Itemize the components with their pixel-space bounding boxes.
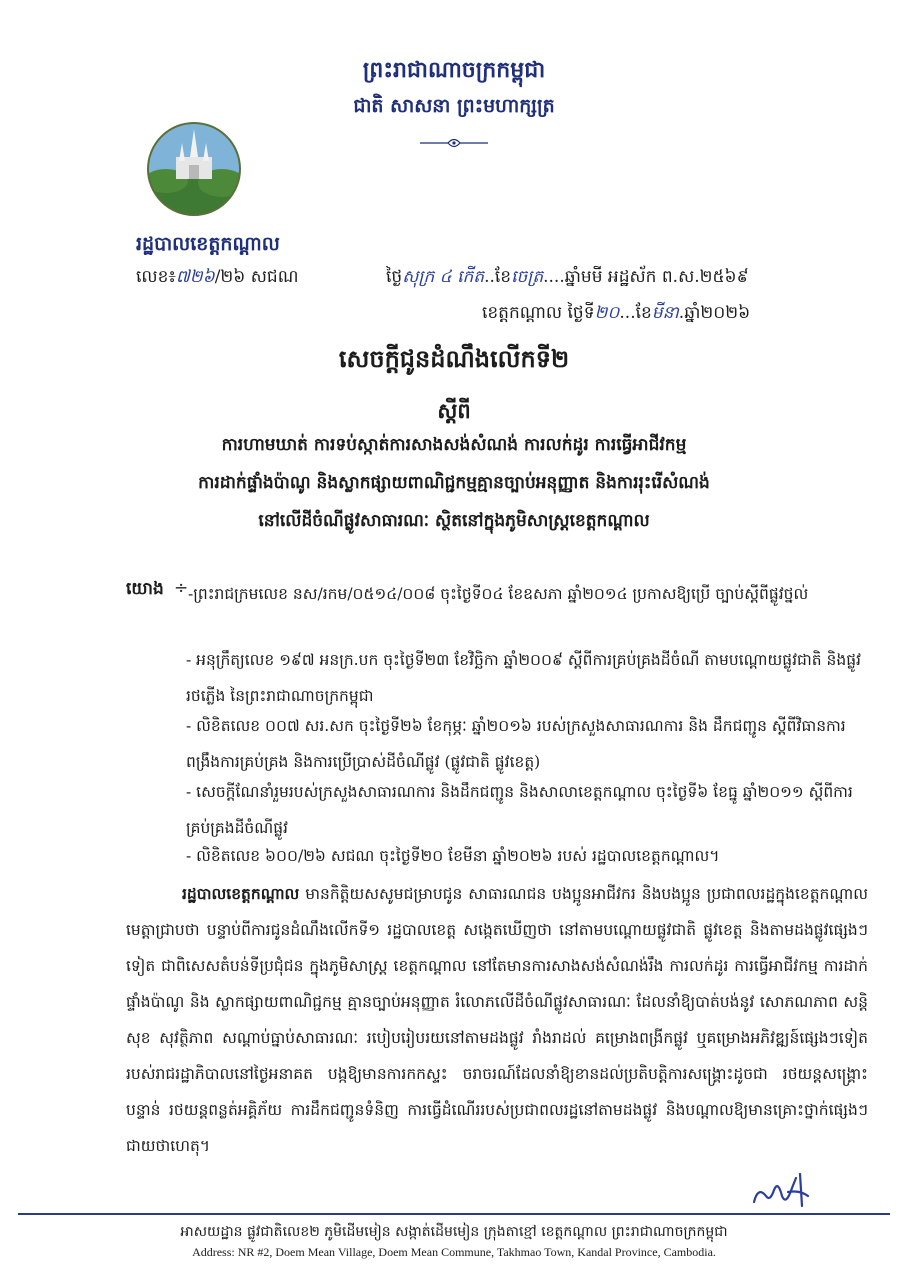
subject-line-1: ការហាមឃាត់ ការទប់ស្កាត់ការសាងសង់សំណង់ ការលក់ដូរ ការធ្វើអាជីវកម្ម [221,435,687,455]
about-label: ស្ដីពី [437,398,471,423]
solar-date: ខេត្តកណ្ដាល ថ្ងៃទី២០...ខែមីនា.ឆ្នាំ២០២៦ [482,303,751,323]
footer-address-khmer: អាសយដ្ឋាន ផ្លូវជាតិលេខ២ ភូមិដើមមៀន សង្កាត់ដើមមៀន ក្រុងតាខ្មៅ ខេត្តកណ្ដាល ព្រះរាជាណាចក្រកម្ពុជា [180,1224,728,1240]
lunar-date: ថ្ងៃសុក្រ ៤ កើត..ខែចេត្រ....ឆ្នាំមមី អដ្ឋស័ក ព.ស.២៥៦៩ [386,267,749,287]
basis-item-3: - លិខិតលេខ ០០៧ សរ.សក ចុះថ្ងៃទី២៦ ខែកុម្ភៈ ឆ្នាំ២០១៦ របស់ក្រសួងសាធារណការ និង ដឹកជញ្ជូន ស្ដីពីវិធានការពង្រឹងការគ្រប់គ្រង និងការប្រើប្រាស់ដីចំណីផ្លូវ (ផ្លូវជាតិ ផ្លូវខេត្ត) [186,717,846,771]
basis-item-1: -ព្រះរាជក្រមលេខ នស/រកម/០៥១៤/០០៨ ចុះថ្ងៃទី០៤ ខែឧសភា ឆ្នាំ២០១៤ ប្រកាសឱ្យប្រើ ច្បាប់ស្ដីពីផ្លូវថ្នល់ [188,585,809,603]
paragraph-lead: រដ្ឋបាលខេត្តកណ្ដាល [182,884,300,903]
reference-handwritten-number: ៧២៦ [175,267,215,287]
paragraph-text: មានកិត្តិយសសូមជម្រាបជូន សាធារណជន បងប្អូនអាជីវករ និងបងប្អូន ប្រជាពលរដ្ឋក្នុងខេត្តកណ្ដាល មេត្តាជ្រាបថា បន្ទាប់ពីការជូនដំណឹងលើកទី១ រដ្ឋបាលខេត្ត សង្កេតឃើញថា នៅតាមបណ្ដោយផ្លូវជាតិ ផ្លូវខេត្ត និងតាមដងផ្លូវផ្សេងៗទៀត ជាពិសេសតំបន់ទីប្រជុំជន ក្នុងភូមិសាស្ត្រ ខេត្តកណ្ដាល នៅតែមានការសាងសង់សំណង់រឹង ការលក់ដូរ ការធ្វើអាជីវកម្ម ការដាក់ផ្ទាំងប៉ាណូ និង ស្លាកផ្សាយពាណិជ្ជកម្ម គ្មានច្បាប់អនុញ្ញាត រំលោភលើដីចំណីផ្លូវសាធារណៈ ដែលនាំឱ្យបាត់បង់នូវ សោភណភាព សន្តិសុខ សុវត្ថិភាព សណ្ដាប់ធ្នាប់សាធារណៈ របៀបរៀបរយនៅតាមដងផ្លូវ រាំងរាដល់ គម្រោងពង្រីកផ្លូវ ឬគម្រោងអភិវឌ្ឍន៍ផ្សេងៗទៀតរបស់រាជរដ្ឋាភិបាលនៅថ្ងៃអនាគត បង្កឱ្យមានការកកស្ទះ ចរាចរណ៍ដែលនាំឱ្យខានដល់ប្រតិបត្តិការសង្គ្រោះដូចជា រថយន្តសង្គ្រោះបន្ទាន់ រថយន្តពន្លត់អគ្គិភ័យ ការដឹកជញ្ជូនទំនិញ ការធ្វើដំណើររបស់ប្រជាពលរដ្ឋនៅតាមដងផ្លូវ និងបណ្ដាលឱ្យមានគ្រោះថ្នាក់ផ្សេងៗ ជាយថាហេតុ។ [126,885,868,1155]
handwritten-initials-icon [748,1166,820,1214]
lunar-day-handwritten: សុក្រ ៤ កើត [402,267,485,287]
month-handwritten: មីនា [651,303,679,323]
reference-number [136,266,298,291]
month-prefix: ខែ [635,303,652,323]
basis-item-5: - លិខិតលេខ ៦០០/២៦ សជណ ចុះថ្ងៃទី២០ ខែមីនា ឆ្នាំ២០២៦ របស់ រដ្ឋបាលខេត្តកណ្ដាល។ [186,847,720,865]
basis-label: យោង [126,579,164,599]
year-suffix: ឆ្នាំ២០២៦ [684,303,751,323]
document-type-title: សេចក្ដីជូនដំណឹងលើកទី២ [338,344,570,373]
reference-suffix: /២៦ សជណ [214,267,299,287]
body-paragraph [126,876,868,1164]
reference-prefix: លេខ៖ [136,267,176,287]
day-handwritten: ២០ [594,303,620,323]
place-date-prefix: ខេត្តកណ្ដាល ថ្ងៃទី [482,303,595,323]
footer-rule [18,1213,890,1215]
kingdom-heading: ព្រះរាជាណាចក្រកម្ពុជា [362,57,546,83]
basis-item-2: - អនុក្រឹត្យលេខ ១៩៧ អនក្រ.បក ចុះថ្ងៃទី២៣ ខែវិច្ឆិកា ឆ្នាំ២០០៩ ស្ដីពីការគ្រប់គ្រងដីចំណី តាមបណ្ដោយផ្លូវជាតិ និងផ្លូវរថភ្លើង នៃព្រះរាជាណាចក្រកម្ពុជា [186,651,861,705]
basis-item-4: - សេចក្ដីណែនាំរួមរបស់ក្រសួងសាធារណការ និងដឹកជញ្ជូន និងសាលាខេត្តកណ្ដាល ចុះថ្ងៃទី៦ ខែធ្នូ ឆ្នាំ២០១១ ស្ដីពីការគ្រប់គ្រងដីចំណីផ្លូវ [186,783,853,837]
lunar-year: ឆ្នាំមមី អដ្ឋស័ក ព.ស.២៥៦៩ [564,267,749,287]
lunar-month-prefix: ខែ [494,267,512,287]
subject-line-2: ការដាក់ផ្ទាំងប៉ាណូ និងស្លាកផ្សាយពាណិជ្ជកម្មគ្មានច្បាប់អនុញ្ញាត និងការរុះរើសំណង់ [198,473,710,493]
provincial-emblem-icon [146,121,242,217]
lunar-month-handwritten: ចេត្រ [511,267,544,287]
divider-ornament-icon [418,136,490,150]
footer-address-english: Address: NR #2, Doem Mean Village, Doem Mean Commune, Takhmao Town, Kandal Province, Cambodia. [192,1245,716,1259]
office-name: រដ្ឋបាលខេត្តកណ្ដាល [136,233,280,255]
basis-separator: ÷ [174,578,189,598]
subject-line-3: នៅលើដីចំណីផ្លូវសាធារណៈ ស្ថិតនៅក្នុងភូមិសាស្ត្រខេត្តកណ្ដាល [258,511,650,531]
motto-heading: ជាតិ សាសនា ព្រះមហាក្សត្រ [353,95,555,117]
lunar-date-prefix: ថ្ងៃ [386,267,403,287]
